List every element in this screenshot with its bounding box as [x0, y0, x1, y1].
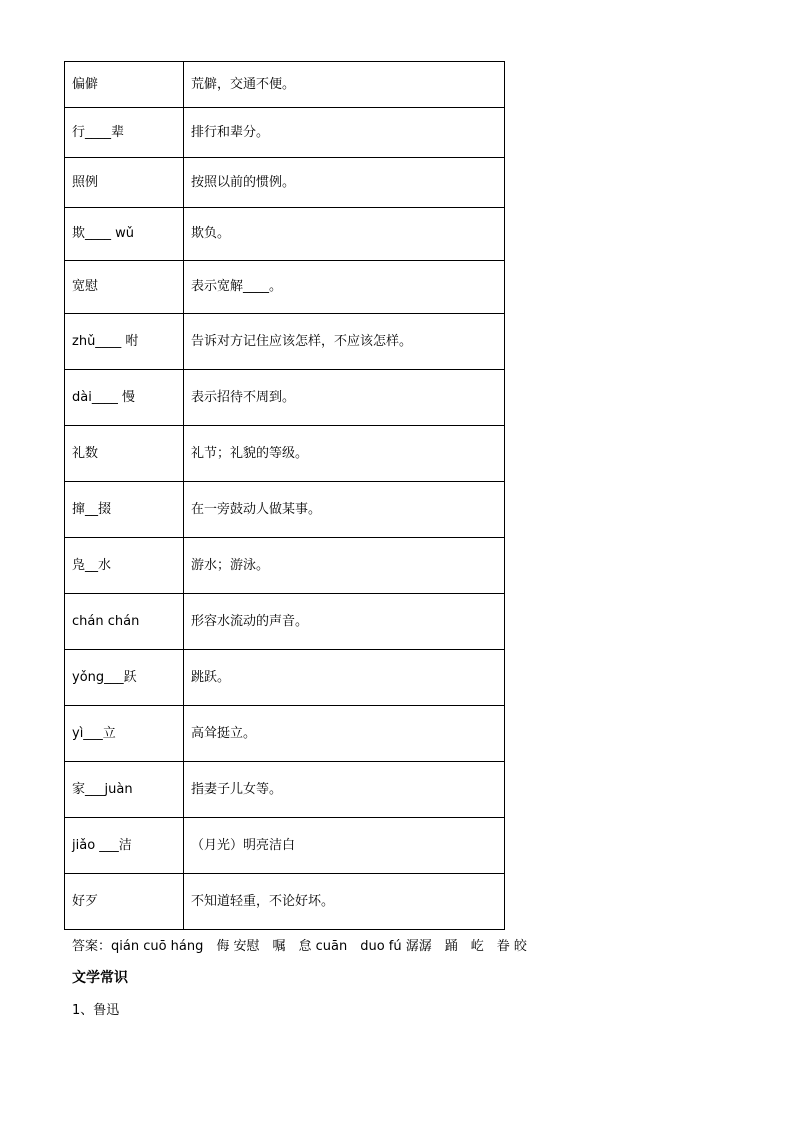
table-row — [65, 650, 505, 706]
table-row — [65, 762, 505, 818]
answer-line: 答案：qián cuō háng 侮 安慰 嘱 怠 cuān duo fú 潺潺 踊 屹 眷 皎 — [72, 939, 527, 954]
list-item: 1、鲁迅 — [72, 1003, 120, 1018]
term-cell: jiǎo ___洁 — [65, 818, 184, 874]
definition-cell: 礼节；礼貌的等级。 — [184, 426, 505, 482]
table-row — [65, 261, 505, 314]
term-cell: 宽慰 — [65, 261, 184, 314]
definition-cell: 荒僻，交通不便。 — [184, 62, 505, 108]
table-row — [65, 594, 505, 650]
term-cell: 欺____ wǔ — [65, 208, 184, 261]
table-row — [65, 158, 505, 208]
table-row — [65, 314, 505, 370]
term-cell: 偏僻 — [65, 62, 184, 108]
term-cell: zhǔ____ 咐 — [65, 314, 184, 370]
table-row — [65, 482, 505, 538]
table-row — [65, 370, 505, 426]
term-cell: 凫__水 — [65, 538, 184, 594]
definition-cell: 告诉对方记住应该怎样，不应该怎样。 — [184, 314, 505, 370]
term-cell: 照例 — [65, 158, 184, 208]
term-cell: 好歹 — [65, 874, 184, 930]
definition-cell: 不知道轻重，不论好坏。 — [184, 874, 505, 930]
term-cell: chán chán — [65, 594, 184, 650]
table-row — [65, 874, 505, 930]
definition-cell: 按照以前的惯例。 — [184, 158, 505, 208]
definition-cell: 表示招待不周到。 — [184, 370, 505, 426]
table-row — [65, 108, 505, 158]
term-cell: 家___juàn — [65, 762, 184, 818]
definition-cell: 排行和辈分。 — [184, 108, 505, 158]
table-row — [65, 538, 505, 594]
term-cell: 行____辈 — [65, 108, 184, 158]
table-row — [65, 706, 505, 762]
definition-cell: 游水；游泳。 — [184, 538, 505, 594]
definition-cell: 在一旁鼓动人做某事。 — [184, 482, 505, 538]
term-cell: 礼数 — [65, 426, 184, 482]
definition-cell: 高耸挺立。 — [184, 706, 505, 762]
definition-cell: 跳跃。 — [184, 650, 505, 706]
table-row — [65, 62, 505, 108]
definition-cell: 表示宽解____。 — [184, 261, 505, 314]
definition-cell: 欺负。 — [184, 208, 505, 261]
term-cell: yǒng___跃 — [65, 650, 184, 706]
table-row — [65, 426, 505, 482]
vocabulary-table-body — [65, 62, 505, 930]
definition-cell: 形容水流动的声音。 — [184, 594, 505, 650]
term-cell: yì___立 — [65, 706, 184, 762]
term-cell: 撺__掇 — [65, 482, 184, 538]
table-row — [65, 208, 505, 261]
term-cell: dài____ 慢 — [65, 370, 184, 426]
vocabulary-table — [64, 61, 505, 930]
table-row — [65, 818, 505, 874]
section-title: 文学常识 — [72, 970, 128, 986]
definition-cell: 指妻子儿女等。 — [184, 762, 505, 818]
definition-cell: （月光）明亮洁白 — [184, 818, 505, 874]
